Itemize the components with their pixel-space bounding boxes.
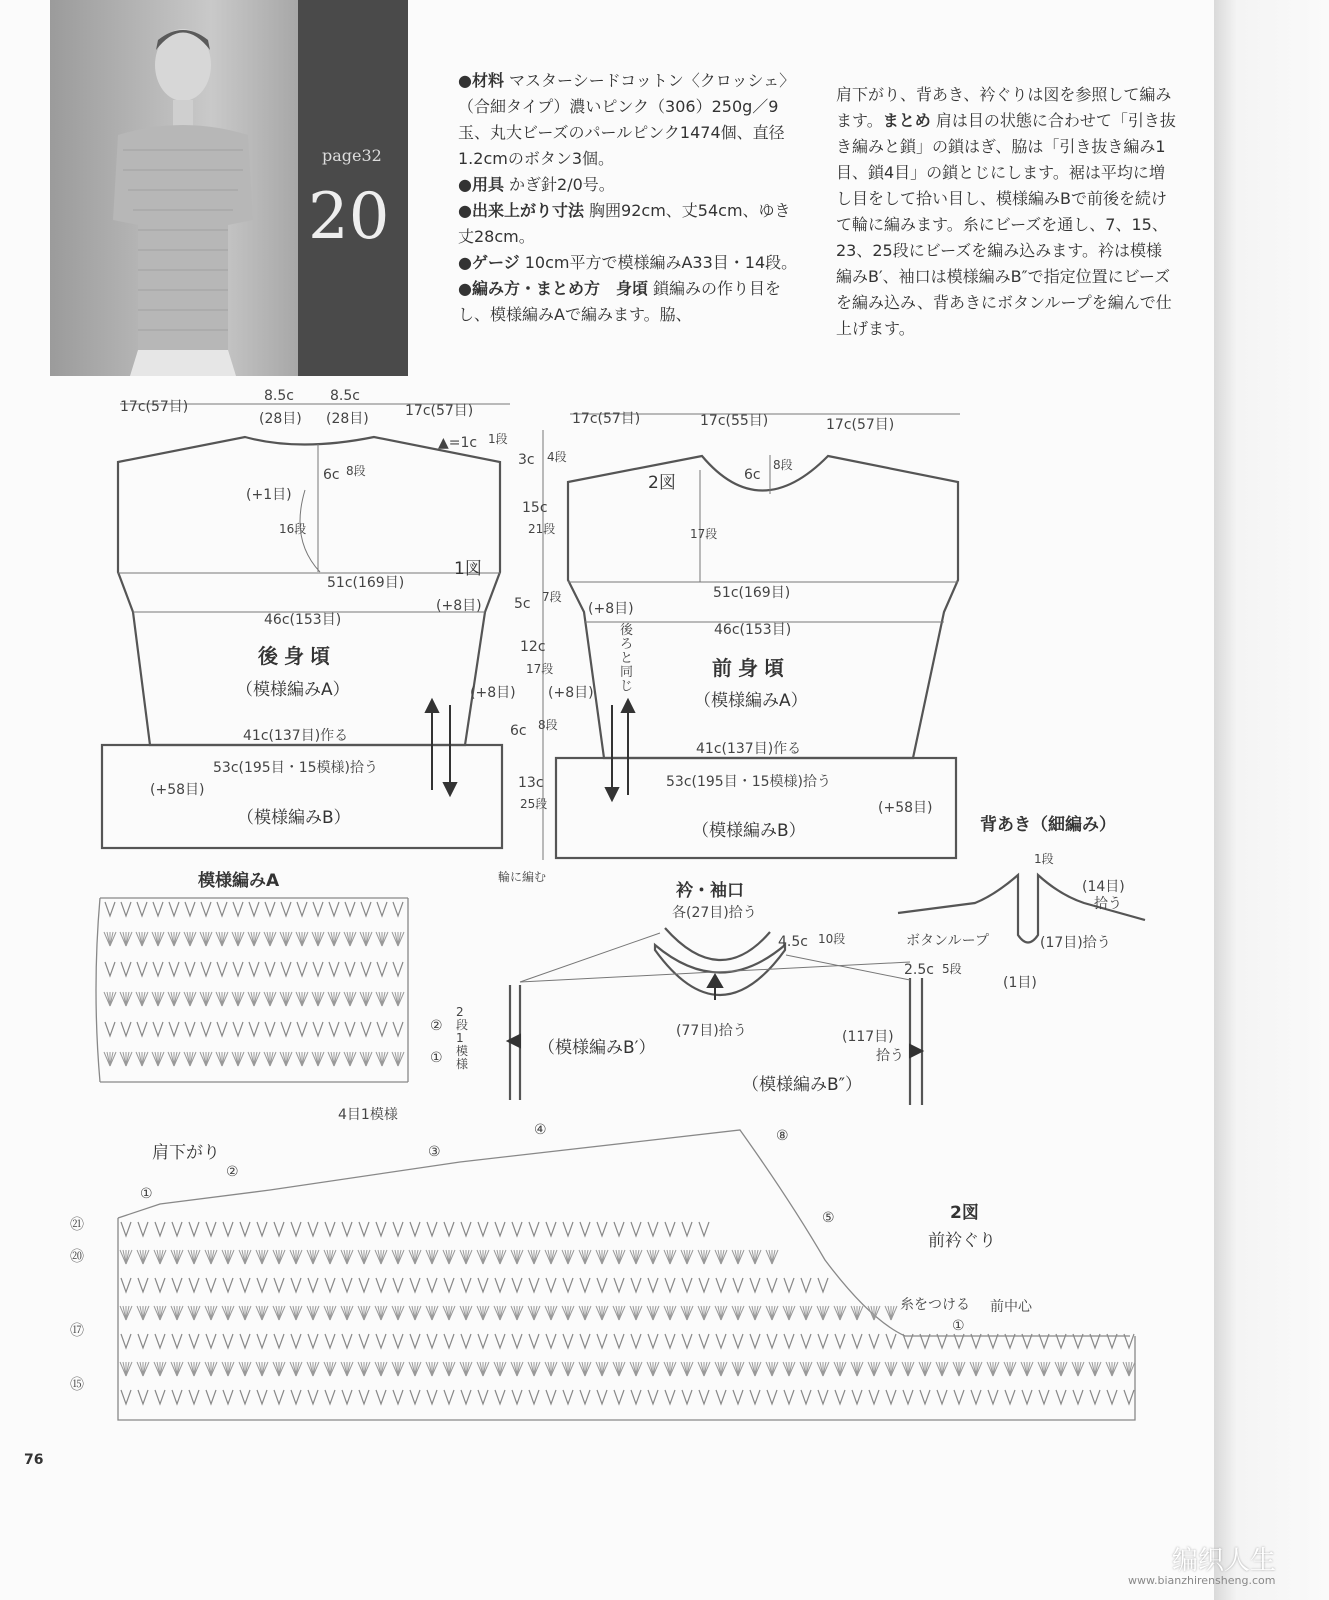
row-mark-2: ② — [226, 1164, 239, 1180]
button-loop-label: ボタンループ — [906, 933, 989, 949]
back-dim-5: (28目) — [326, 411, 369, 427]
front-neckline-label: 前衿ぐり — [928, 1231, 996, 1251]
chart2-fig-label: 2図 — [950, 1203, 979, 1223]
gauge-line: ●ゲージ 10cm平方で模様編みA33目・14段。 — [458, 253, 798, 272]
collar-pattern: （模様編みB′） — [538, 1038, 656, 1058]
triangle-rows: 1段 — [488, 432, 508, 446]
row-mark-5: ⑤ — [822, 1210, 835, 1226]
back-opening-14: (14目) — [1082, 879, 1125, 895]
center-dim-r-3: 17段 — [526, 662, 554, 676]
row-mark-21: ㉑ — [70, 1217, 84, 1233]
collar-rows10: 10段 — [818, 932, 846, 946]
center-dim-r-0: 4段 — [547, 450, 567, 464]
front-plus58: (+58目) — [878, 800, 933, 816]
front-body-title: 前身頃 — [712, 656, 790, 680]
pattern-a-row2: ② — [430, 1018, 443, 1034]
chart2-outline — [118, 1130, 1135, 1420]
back-dim-1: 17c(57目) — [120, 399, 189, 415]
back-opening-rows: 1段 — [1034, 852, 1054, 866]
center-dim-c-1: 15c — [522, 500, 548, 516]
row-mark-20: ⑳ — [70, 1249, 84, 1265]
row-mark-15: ⑮ — [70, 1377, 84, 1393]
front-neck-rows: 8段 — [773, 458, 793, 472]
center-dim-r-4: 8段 — [538, 718, 558, 732]
front-dim-1: 17c(57目) — [572, 411, 641, 427]
center-dim-c-0: 3c — [518, 452, 535, 468]
triangle-note: ▲=1c — [438, 435, 478, 451]
front-same-as-back: 後ろと同じ — [620, 623, 634, 694]
back-dim-6: 17c(57目) — [405, 403, 474, 419]
back-width-41: 41c(137目)作る — [243, 728, 349, 744]
row-mark-8: ⑧ — [776, 1128, 789, 1144]
back-opening-14b: 拾う — [1094, 896, 1122, 912]
collar-each-27: 各(27目)拾う — [672, 905, 757, 921]
front-fig-2: 2図 — [648, 473, 676, 493]
back-neck-depth: 6c — [323, 467, 340, 483]
pattern-a-row1: ① — [430, 1050, 443, 1066]
size-line: ●出来上がり寸法 胸囲92cm、丈54cm、ゆき丈28cm。 — [458, 201, 791, 246]
center-dim-c-2: 5c — [514, 596, 531, 612]
pattern-a-title: 模様編みA — [198, 871, 280, 891]
pattern-number: 20 — [308, 180, 390, 254]
pattern-a-repeat: 4目1模様 — [338, 1107, 398, 1123]
front-body-pattern: （模様編みA） — [694, 691, 808, 711]
row-mark-1b: ① — [952, 1318, 965, 1334]
attach-yarn-label: 糸をつける — [900, 1297, 970, 1313]
cuff-rows5: 5段 — [942, 962, 962, 976]
cuff-117: (117目) — [842, 1029, 894, 1045]
row-mark-4: ④ — [534, 1122, 547, 1138]
collar-45: 4.5c — [778, 934, 808, 950]
center-dim-c-3: 12c — [520, 639, 546, 655]
center-dim-r-1: 21段 — [528, 522, 556, 536]
cuff-pattern: （模様編みB″） — [742, 1075, 863, 1095]
back-opening-1: (1目) — [1003, 975, 1037, 991]
back-plus58: (+58目) — [150, 782, 205, 798]
back-neck-rows: 8段 — [346, 464, 366, 478]
row-mark-1: ① — [140, 1186, 153, 1202]
front-dim-3: 17c(57目) — [826, 417, 895, 433]
front-rows17: 17段 — [690, 527, 718, 541]
center-dim-r-2: 7段 — [542, 590, 562, 604]
center-dim-r-5: 25段 — [520, 797, 548, 811]
collar-cuff-title: 衿・袖口 — [676, 881, 744, 901]
pattern-a-rows: 2段1模様 — [456, 1005, 469, 1071]
center-dim-c-5: 13c — [518, 775, 544, 791]
front-plus8-b: (+8目) — [548, 685, 594, 701]
front-plus8-a: (+8目) — [588, 601, 634, 617]
back-rows16: 16段 — [279, 522, 307, 536]
back-plus8-b: (+8目) — [470, 685, 516, 701]
page-number: 76 — [24, 1452, 44, 1468]
materials-line: ●材料 マスターシードコットン〈クロッシェ〉（合細タイプ）濃いピンク（306）250g／9玉、丸大ビーズのパールピンク1474個、直径1.2cmのボタン3個。 — [458, 71, 796, 168]
row-mark-3: ③ — [428, 1144, 441, 1160]
front-dim-2: 17c(55目) — [700, 413, 769, 429]
page-reference: page32 — [322, 146, 382, 165]
cuff-25: 2.5c — [904, 962, 934, 978]
watermark-brand: 编织人生 — [1172, 1546, 1277, 1576]
collar-77: (77目)拾う — [676, 1023, 747, 1039]
round-label: 輪に編む — [498, 870, 547, 884]
watermark-url: www.bianzhirensheng.com — [1128, 1574, 1276, 1587]
back-hem-pattern: （模様編みB） — [237, 808, 351, 828]
shoulder-slope-label: 肩下がり — [152, 1143, 220, 1163]
back-body-title: 後身頃 — [258, 644, 336, 668]
front-hem-pattern: （模様編みB） — [692, 821, 806, 841]
back-dim-2: 8.5c — [264, 388, 294, 404]
cuff-right — [910, 978, 922, 1105]
back-opening-title: 背あき（細編み） — [980, 815, 1116, 835]
collar-inner — [665, 928, 770, 960]
back-dim-3: (28目) — [259, 411, 302, 427]
front-width-51: 51c(169目) — [713, 585, 791, 601]
back-width-53: 53c(195目・15模様)拾う — [213, 760, 378, 776]
front-width-46: 46c(153目) — [714, 622, 792, 638]
front-width-53: 53c(195目・15模様)拾う — [666, 774, 831, 790]
center-dim-c-4: 6c — [510, 723, 527, 739]
front-neck-depth: 6c — [744, 467, 761, 483]
method-line: ●編み方・まとめ方 身頃 鎖編みの作り目をし、模様編みAで編みます。脇、 — [458, 279, 782, 324]
back-dim-4: 8.5c — [330, 388, 360, 404]
back-opening-17: (17目)拾う — [1040, 935, 1111, 951]
instructions-col2: 肩下がり、背あき、衿ぐりは図を参照して編みます。まとめ 肩は目の状態に合わせて「引き抜き編みと鎖」の鎖はぎ、脇は「引き抜き編み1目、鎖4目」の鎖とじにします。裾は平均に増し目をして拾い目し、模様編みBで前後を続けて輪に編みます。糸にビーズを通し、7、15、23、25段にビーズを編み込みます。衿は模様編みB′、袖口は模様編みB″で指定位置にビーズを編み込み、背あきにボタンループを編んで仕上げます。 — [836, 85, 1176, 338]
back-plus8-a: (+8目) — [436, 598, 482, 614]
back-width-46: 46c(153目) — [264, 612, 342, 628]
back-width-51: 51c(169目) — [327, 575, 405, 591]
cuff-117b: 拾う — [876, 1048, 904, 1064]
front-width-41: 41c(137目)作る — [696, 741, 802, 757]
back-body-pattern: （模様編みA） — [236, 680, 350, 700]
front-center-label: 前中心 — [990, 1299, 1032, 1315]
back-fig-1: 1図 — [454, 559, 482, 579]
back-plus1: (+1目) — [246, 487, 292, 503]
row-mark-17: ⑰ — [70, 1323, 84, 1339]
tools-line: ●用具 かぎ針2/0号。 — [458, 175, 615, 194]
